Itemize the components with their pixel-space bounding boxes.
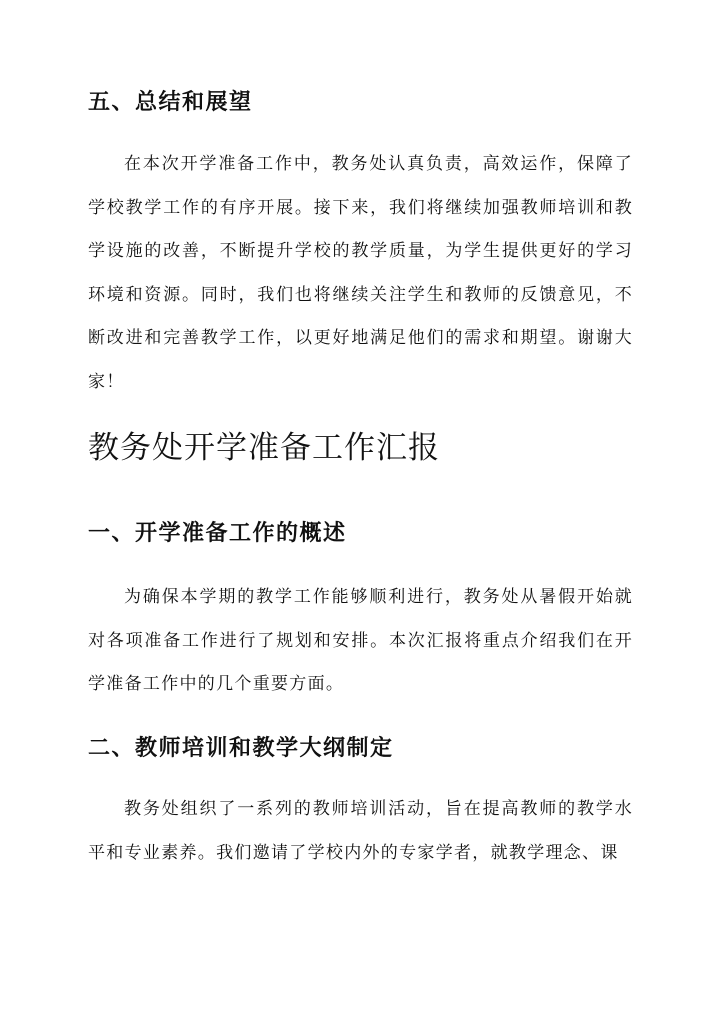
section-paragraph-training: 教务处组织了一系列的教师培训活动，旨在提高教师的教学水平和专业素养。我们邀请了学校内外的专家学者，就教学理念、课 — [88, 799, 633, 863]
section-heading-summary: 五、总结和展望 — [88, 89, 253, 115]
section-heading-training: 二、教师培训和教学大纲制定 — [88, 735, 394, 761]
document-title: 教务处开学准备工作汇报 — [88, 430, 440, 466]
section-paragraph-summary: 在本次开学准备工作中，教务处认真负责，高效运作，保障了学校教学工作的有序开展。接下来，我们将继续加强教师培训和教学设施的改善，不断提升学校的教学质量，为学生提供更好的学习环境和资源。同时，我们也将继续关注学生和教师的反馈意见，不断改进和完善教学工作，以更好地满足他们的需求和期望。谢谢大家！ — [88, 154, 633, 392]
section-heading-overview: 一、开学准备工作的概述 — [88, 520, 347, 546]
section-paragraph-overview: 为确保本学期的教学工作能够顺利进行，教务处从暑假开始就对各项准备工作进行了规划和安排。本次汇报将重点介绍我们在开学准备工作中的几个重要方面。 — [88, 587, 633, 694]
